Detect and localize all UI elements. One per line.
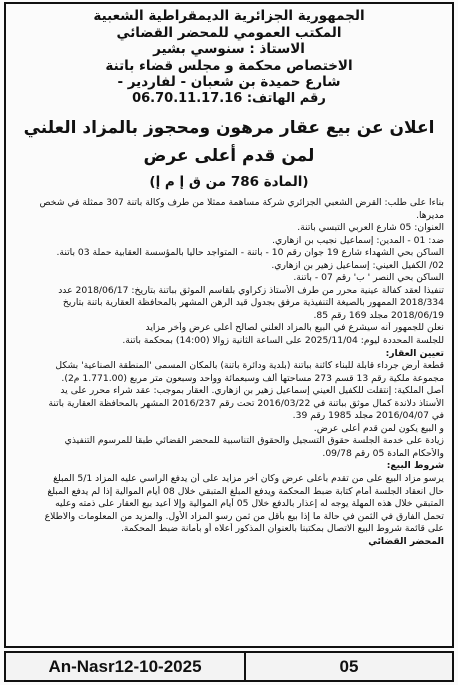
body-line: ضد: 01 - المدين: إسماعيل نجيب بن ازهاري. bbox=[272, 234, 444, 246]
newspaper-name-date: An-Nasr12-10-2025 bbox=[6, 653, 246, 680]
body-line: في 2016/04/07 مجلد 1985 رقم 39. bbox=[292, 410, 444, 422]
body-line: أصل الملكية: إنتقلت للكفيل العيني إسماعيل زهير بن ازهاري. العقار بموجب: عقد شراء محرر على يد bbox=[60, 385, 444, 397]
body-line: مجموعة ملكية رقم 13 قسم 273 مساحتها ألف وسبعمائة وواحد وسبعون متر مربع (1.771.00 م2). bbox=[61, 372, 444, 384]
legal-article-reference: (المادة 786 من ق إ م إ) bbox=[149, 174, 309, 190]
header-republic: الجمهورية الجزائرية الديمقراطية الشعبية bbox=[93, 8, 365, 24]
body-line: الساكن بحي الشهداء شارع 19 جوان رقم 10 - باتنة - المتواجد حاليا بالمؤسسة العقابية حملة 03 باتنة. bbox=[56, 247, 444, 259]
page-number: 05 bbox=[339, 657, 359, 676]
notice-title: اعلان عن بيع عقار مرهون ومحجوز بالمزاد العلني bbox=[23, 118, 435, 138]
notice-subtitle: لمن قدم أعلى عرض bbox=[143, 146, 315, 166]
body-line: للجلسة المحددة ليوم: 2025/11/04 على الساعة الثانية زوالا (14:00) بمحكمة باتنة. bbox=[122, 335, 444, 347]
body-line: مديرها. bbox=[416, 209, 444, 221]
body-line: بناءا على طلب: القرض الشعبي الجزائري شركة مساهمة ممثلا من طرف وكالة باتنة 307 ممثلة في شخص bbox=[39, 197, 444, 208]
body-line: العنوان: 05 شارع العربي التبسي باتنة. bbox=[297, 222, 444, 234]
body-line: حال انعقاد الجلسة أمام كتابة ضبط المحكمة ويدفع المبلغ المتبقي خلال 08 أيام الموالية إذا لم يدفع المبلغ bbox=[47, 485, 444, 497]
body-line: و البيع يكون لمن قدم أعلى عرض. bbox=[313, 422, 444, 434]
body-line: شروط البيع: bbox=[386, 460, 444, 472]
header-jurisdiction: الاختصاص محكمة و مجلس قضاء باتنة bbox=[105, 57, 353, 74]
body-line: يرسو مزاد البيع على من تقدم بأعلى عرض وكان أخر مزايد على أن يدفع الراسي عليه المزاد 5/1 المبلغ bbox=[53, 473, 444, 485]
body-line: والأحكام المادة 05 رقم 09/78. bbox=[322, 447, 444, 459]
body-line: المتبقي خلال هذه المهلة يوجه له إعذار بالدفع خلال 05 أيام الموالية وإلا أعيد بيع العقار على ذمته وعليه bbox=[55, 498, 444, 510]
header-phone: رقم الهاتف: 06.70.11.17.16 bbox=[132, 90, 326, 106]
auction-notice bbox=[4, 2, 454, 648]
header-office: المكتب العمومي للمحضر القضائي bbox=[116, 24, 342, 41]
body-line: قطعة أرض جرداء قابلة للبناء كائنة بباتنة (بلدية ودائرة باتنة) بالمكان المسمى 'المنطقة الصناعية' بشكل bbox=[55, 360, 444, 372]
body-line: تنفيذا لعقد كفالة عينية محرر من طرف الأستاذ زكراوي بلقاسم الموثق بباتنة بتاريخ: 2018/06/17 عدد bbox=[58, 284, 444, 296]
body-line: الساكن بحي النصر ' ب' رقم 07 - باتنة. bbox=[293, 272, 444, 284]
body-line: الأستاذ دلاندة كمال موثق بباتنة في 2016/03/22 تحت رقم 2016/237 المشهر بالمحافظة العقارية باتنة bbox=[48, 397, 444, 409]
body-line: 2018/06/19 مجلد 169 رقم 85. bbox=[313, 309, 444, 321]
header-bailiff-name: الاستاذ : سنوسي بشير bbox=[153, 41, 305, 57]
body-line: تحمل الفارق في الثمن في حالة ما إذا بيع بأقل من ثمن رسو المزاد الأول. والمزيد من المعلومات والاطلاع bbox=[44, 510, 444, 522]
body-line: 02/ الكفيل العيني: إسماعيل زهير بن ازهاري. bbox=[271, 259, 444, 271]
body-line: زيادة على خدمة الجلسة حقوق التسجيل والحقوق التناسبية للمحضر القضائي طبقا للمرسوم التنفيذي bbox=[64, 435, 444, 447]
body-line: على قائمة شروط البيع الاتصال بمكتبنا بالعنوان المذكور أعلاه أو بأمانة ضبط المحكمة. bbox=[121, 523, 444, 535]
newspaper-footer bbox=[4, 651, 454, 682]
bailiff-header bbox=[6, 4, 452, 107]
body-line: نعلن للجمهور أنه سيشرع في البيع بالمزاد العلني لصالح أعلى عرض وأخر مزايد bbox=[145, 322, 444, 334]
notice-body bbox=[14, 197, 444, 548]
header-address: شارع حميدة بن شعبان - لفاردير - bbox=[117, 74, 341, 90]
body-line: تعيين العقار: bbox=[385, 347, 444, 359]
body-line: 2018/334 الممهور بالصيغة التنفيذية مرفق بجدول قيد الرهن المشهر بالمحافظة العقارية باتنة بتاريخ bbox=[62, 297, 444, 309]
body-line: المحضر القضائي bbox=[368, 535, 444, 547]
